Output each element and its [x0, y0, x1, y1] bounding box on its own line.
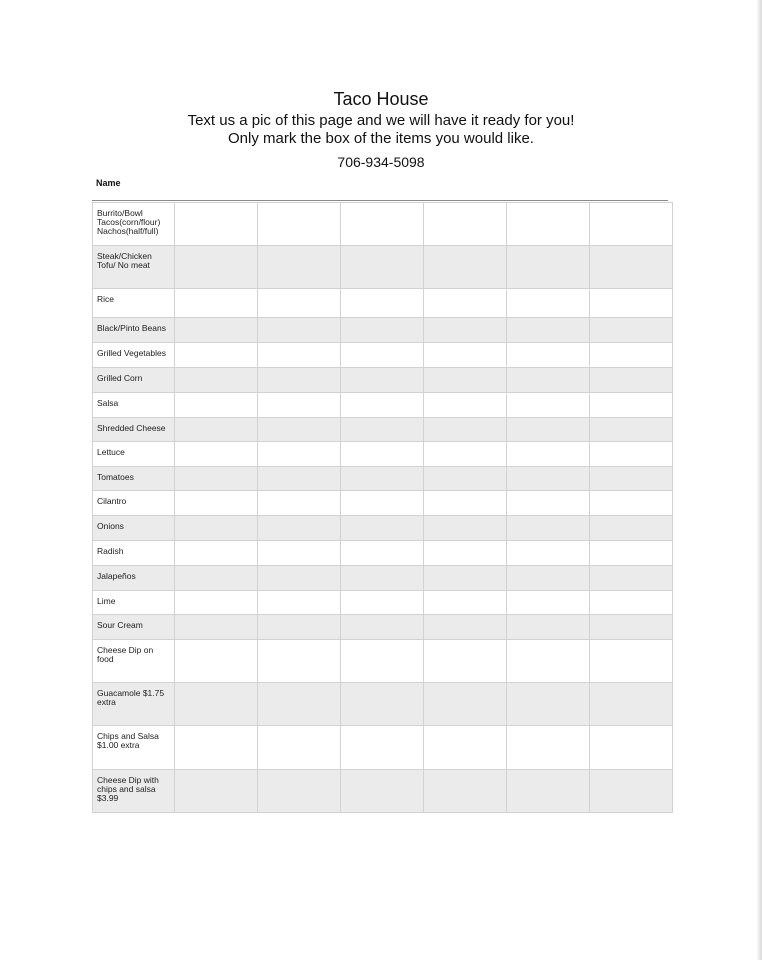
mark-box[interactable] [341, 683, 424, 726]
table-row [93, 467, 673, 491]
table-row [93, 683, 673, 726]
mark-box[interactable] [424, 770, 507, 813]
mark-box[interactable] [175, 491, 258, 516]
instruction-line-1: Text us a pic of this page and we will have it ready for you! [187, 112, 575, 129]
item-label: Black/Pinto Beans [93, 318, 175, 343]
mark-box[interactable] [590, 491, 673, 516]
mark-box[interactable] [258, 467, 341, 491]
mark-box[interactable] [507, 467, 590, 491]
table-row [93, 640, 673, 683]
mark-box[interactable] [590, 203, 673, 246]
mark-box[interactable] [258, 591, 341, 615]
mark-box[interactable] [341, 770, 424, 813]
mark-box[interactable] [590, 726, 673, 770]
mark-box[interactable] [507, 770, 590, 813]
mark-box[interactable] [424, 516, 507, 541]
mark-box[interactable] [175, 318, 258, 343]
mark-box[interactable] [175, 467, 258, 491]
mark-box[interactable] [341, 343, 424, 368]
mark-box[interactable] [258, 343, 341, 368]
mark-box[interactable] [590, 615, 673, 640]
item-label: Sour Cream [93, 615, 175, 640]
mark-box[interactable] [590, 467, 673, 491]
mark-box[interactable] [258, 770, 341, 813]
mark-box[interactable] [175, 566, 258, 591]
mark-box[interactable] [507, 726, 590, 770]
name-label: Name [96, 178, 121, 188]
item-label: Cheese Dip with chips and salsa $3.99 [93, 770, 175, 813]
mark-box[interactable] [175, 393, 258, 418]
mark-box[interactable] [341, 442, 424, 467]
table-row [93, 591, 673, 615]
mark-box[interactable] [424, 246, 507, 289]
table-row [93, 343, 673, 368]
mark-box[interactable] [590, 566, 673, 591]
mark-box[interactable] [424, 418, 507, 442]
mark-box[interactable] [258, 516, 341, 541]
mark-box[interactable] [175, 726, 258, 770]
mark-box[interactable] [175, 442, 258, 467]
mark-box[interactable] [590, 591, 673, 615]
table-row [93, 418, 673, 442]
table-row [93, 491, 673, 516]
mark-box[interactable] [175, 591, 258, 615]
mark-box[interactable] [175, 615, 258, 640]
item-label: Lettuce [93, 442, 175, 467]
mark-box[interactable] [507, 541, 590, 566]
page-title: Taco House [333, 89, 429, 109]
mark-box[interactable] [507, 343, 590, 368]
mark-box[interactable] [341, 726, 424, 770]
mark-box[interactable] [258, 203, 341, 246]
item-label: Rice [93, 289, 175, 318]
mark-box[interactable] [507, 393, 590, 418]
table-row [93, 726, 673, 770]
mark-box[interactable] [424, 566, 507, 591]
item-label: Guacamole $1.75 extra [93, 683, 175, 726]
mark-box[interactable] [341, 203, 424, 246]
mark-box[interactable] [341, 516, 424, 541]
item-label: Onions [93, 516, 175, 541]
mark-box[interactable] [175, 343, 258, 368]
mark-box[interactable] [258, 418, 341, 442]
mark-box[interactable] [424, 726, 507, 770]
mark-box[interactable] [590, 246, 673, 289]
mark-box[interactable] [590, 368, 673, 393]
mark-box[interactable] [341, 393, 424, 418]
mark-box[interactable] [590, 318, 673, 343]
table-row [93, 393, 673, 418]
mark-box[interactable] [424, 393, 507, 418]
table-row [93, 246, 673, 289]
table-row [93, 203, 673, 246]
mark-box[interactable] [424, 289, 507, 318]
name-underline [92, 200, 668, 201]
mark-box[interactable] [258, 566, 341, 591]
item-label: Grilled Corn [93, 368, 175, 393]
mark-box[interactable] [590, 393, 673, 418]
mark-box[interactable] [507, 491, 590, 516]
item-label: Shredded Cheese [93, 418, 175, 442]
mark-box[interactable] [175, 289, 258, 318]
mark-box[interactable] [258, 442, 341, 467]
mark-box[interactable] [341, 368, 424, 393]
table-row [93, 615, 673, 640]
item-label: Cheese Dip on food [93, 640, 175, 683]
mark-box[interactable] [175, 246, 258, 289]
table-row [93, 289, 673, 318]
mark-box[interactable] [258, 318, 341, 343]
mark-box[interactable] [590, 289, 673, 318]
mark-box[interactable] [507, 289, 590, 318]
mark-box[interactable] [341, 289, 424, 318]
item-label: Steak/Chicken Tofu/ No meat [93, 246, 175, 289]
mark-box[interactable] [424, 541, 507, 566]
table-row [93, 516, 673, 541]
mark-box[interactable] [424, 640, 507, 683]
mark-box[interactable] [424, 591, 507, 615]
mark-box[interactable] [258, 491, 341, 516]
mark-box[interactable] [590, 418, 673, 442]
mark-box[interactable] [341, 615, 424, 640]
table-row [93, 442, 673, 467]
mark-box[interactable] [175, 770, 258, 813]
mark-box[interactable] [175, 541, 258, 566]
mark-box[interactable] [424, 615, 507, 640]
mark-box[interactable] [507, 516, 590, 541]
mark-box[interactable] [341, 541, 424, 566]
mark-box[interactable] [424, 203, 507, 246]
mark-box[interactable] [175, 516, 258, 541]
mark-box[interactable] [175, 683, 258, 726]
mark-box[interactable] [507, 318, 590, 343]
mark-box[interactable] [341, 318, 424, 343]
mark-box[interactable] [507, 418, 590, 442]
mark-box[interactable] [424, 683, 507, 726]
table-row [93, 541, 673, 566]
mark-box[interactable] [507, 368, 590, 393]
table-row [93, 318, 673, 343]
mark-box[interactable] [258, 640, 341, 683]
mark-box[interactable] [341, 246, 424, 289]
item-label: Chips and Salsa $1.00 extra [93, 726, 175, 770]
mark-box[interactable] [590, 442, 673, 467]
mark-box[interactable] [507, 615, 590, 640]
mark-box[interactable] [424, 467, 507, 491]
mark-box[interactable] [341, 491, 424, 516]
phone-number: 706-934-5098 [337, 154, 425, 170]
mark-box[interactable] [341, 566, 424, 591]
mark-box[interactable] [258, 289, 341, 318]
mark-box[interactable] [507, 246, 590, 289]
mark-box[interactable] [590, 343, 673, 368]
mark-box[interactable] [175, 203, 258, 246]
mark-box[interactable] [507, 566, 590, 591]
mark-box[interactable] [341, 418, 424, 442]
item-label: Jalapeños [93, 566, 175, 591]
mark-box[interactable] [590, 770, 673, 813]
mark-box[interactable] [590, 683, 673, 726]
mark-box[interactable] [424, 368, 507, 393]
mark-box[interactable] [424, 442, 507, 467]
item-label: Burrito/Bowl Tacos(corn/flour) Nachos(half/full) [93, 203, 175, 246]
mark-box[interactable] [507, 591, 590, 615]
mark-box[interactable] [175, 418, 258, 442]
table-row [93, 566, 673, 591]
item-label: Grilled Vegetables [93, 343, 175, 368]
mark-box[interactable] [258, 683, 341, 726]
mark-box[interactable] [258, 726, 341, 770]
mark-box[interactable] [507, 640, 590, 683]
item-label: Radish [93, 541, 175, 566]
table-row [93, 368, 673, 393]
mark-box[interactable] [258, 541, 341, 566]
order-grid [92, 202, 673, 813]
mark-box[interactable] [341, 467, 424, 491]
mark-box[interactable] [341, 640, 424, 683]
mark-box[interactable] [175, 368, 258, 393]
item-label: Salsa [93, 393, 175, 418]
mark-box[interactable] [175, 640, 258, 683]
mark-box[interactable] [507, 683, 590, 726]
mark-box[interactable] [424, 491, 507, 516]
instruction-line-2: Only mark the box of the items you would like. [228, 130, 534, 147]
mark-box[interactable] [341, 591, 424, 615]
mark-box[interactable] [507, 203, 590, 246]
mark-box[interactable] [590, 516, 673, 541]
mark-box[interactable] [258, 393, 341, 418]
mark-box[interactable] [424, 343, 507, 368]
item-label: Cilantro [93, 491, 175, 516]
mark-box[interactable] [258, 246, 341, 289]
mark-box[interactable] [590, 541, 673, 566]
item-label: Tomatoes [93, 467, 175, 491]
mark-box[interactable] [590, 640, 673, 683]
mark-box[interactable] [424, 318, 507, 343]
mark-box[interactable] [507, 442, 590, 467]
table-row [93, 770, 673, 813]
mark-box[interactable] [258, 615, 341, 640]
mark-box[interactable] [258, 368, 341, 393]
item-label: Lime [93, 591, 175, 615]
